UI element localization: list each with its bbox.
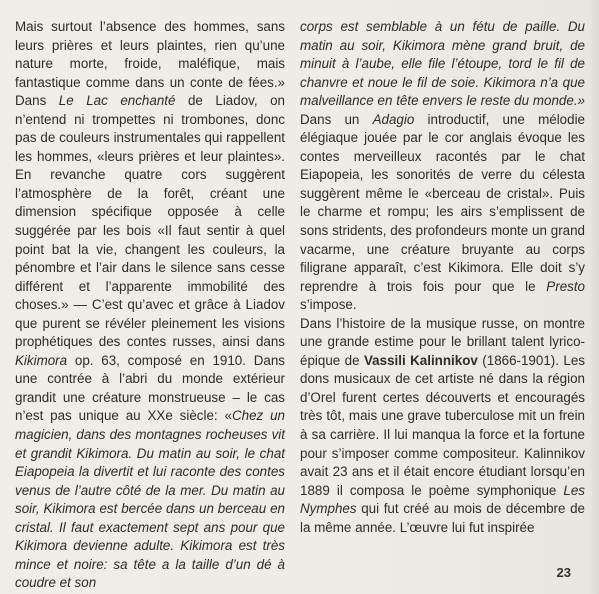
text-run: Mais surtout l’absence des hommes, sans leurs prières et leurs plaintes, rien qu’une nature morte, froide, maléfique, mais fantastique comme dans un conte de fées.» Dans — [15, 19, 285, 109]
text-run: Dans un — [300, 111, 373, 127]
text-run: de Liadov, on n’entend ni trompettes ni trombones, donc pas de couleurs instrumentales qui rappellent les hommes, «leurs prières et leur plaintes». En revanche quatre cors suggèrent l’atmosphère de la forêt, créant une dimension spécifique opposée à celle suggérée par les bois «Il faut sentir à quel point bat la vie, changent les couleurs, la pénombre et l’air dans le silence sans cesse différent et l’apparente immobilité des choses.» — C’est qu’avec et grâce à Liadov que purent se révéler pleinement les visions prophétiques des contes russes, ainsi dans — [15, 93, 285, 350]
paragraph — [300, 315, 585, 538]
right-text-column — [300, 18, 585, 537]
paragraph — [15, 18, 285, 593]
text-run: Dans l’histoire de la musique russe, on montre une grande estime pour le brillant talent lyrico-épique de — [300, 315, 585, 368]
tempo-term: Adagio — [372, 111, 415, 127]
tempo-term: Presto — [546, 278, 585, 294]
quotation: corps est semblable à un fétu de paille. Du matin au soir, Kikimora mène grand bruit, de minuit à l’aube, elle file l’étoupe, tord le fil de chanvre et noue le fil de soie. Kikimora n’a que malveillance en tête envers le reste du monde.» — [300, 19, 585, 109]
text-run: introductif, une mélodie élégiaque jouée par le cor anglais évoque les contes merveilleux racontés par le chat Eiapopeia, les sonorités de verre du célesta suggèrent même le «berceau de cristal». Puis le charme et rompu; les airs s’emplissent de sons stridents, des profondeurs monte un grand vacarme, une créature bruyante au corps filigrane apparaît, c’est Kikimora. Elle doit s’y reprendre à trois fois pour que le — [300, 111, 585, 294]
quotation: Chez un magicien, dans des montagnes rocheuses vit et grandit Kikimora. Du matin au soir, le chat Eiapopeia la divertit et lui raconte des contes venus de l’autre côté de la mer. Du matin au soir, Kikimora est bercée dans un berceau en cristal. Il faut exactement sept ans pour que Kikimora devienne adulte. Kikimora est très mince et noire: sa tête a la taille d’un dé à coudre et son — [15, 408, 286, 591]
text-run: qui fut créé au mois de décembre de la même année. L’œuvre lui fut inspirée — [300, 501, 585, 535]
text-run: (1866-1901). Les dons musicaux de cet artiste né dans la région d’Orel furent certes découverts et encouragés très tôt, mais une grave tuberculose mit un frein à sa carrière. Il lui manqua la force et la fortune pour s’imposer comme compositeur. Kalinnikov avait 23 ans et il était encore étudiant lorsqu’en 1889 il composa le poème symphonique — [300, 352, 585, 498]
page-edge-shadow — [589, 0, 599, 594]
work-title: Les Nymphes — [300, 482, 585, 517]
work-title: Kikimora — [15, 352, 68, 368]
work-title: Le Lac enchanté — [58, 93, 176, 109]
paragraph — [300, 18, 585, 315]
left-text-column — [15, 18, 285, 593]
text-run: s’impose. — [300, 297, 357, 313]
composer-name: Vassili Kalinnikov — [363, 352, 478, 368]
page-number: 23 — [556, 565, 571, 580]
text-run: op. 63, composé en 1910. Dans une contrée à l’abri du monde extérieur grandit une créature monstrueuse – le cas n’est pas unique au XXe siècle: « — [15, 352, 285, 424]
